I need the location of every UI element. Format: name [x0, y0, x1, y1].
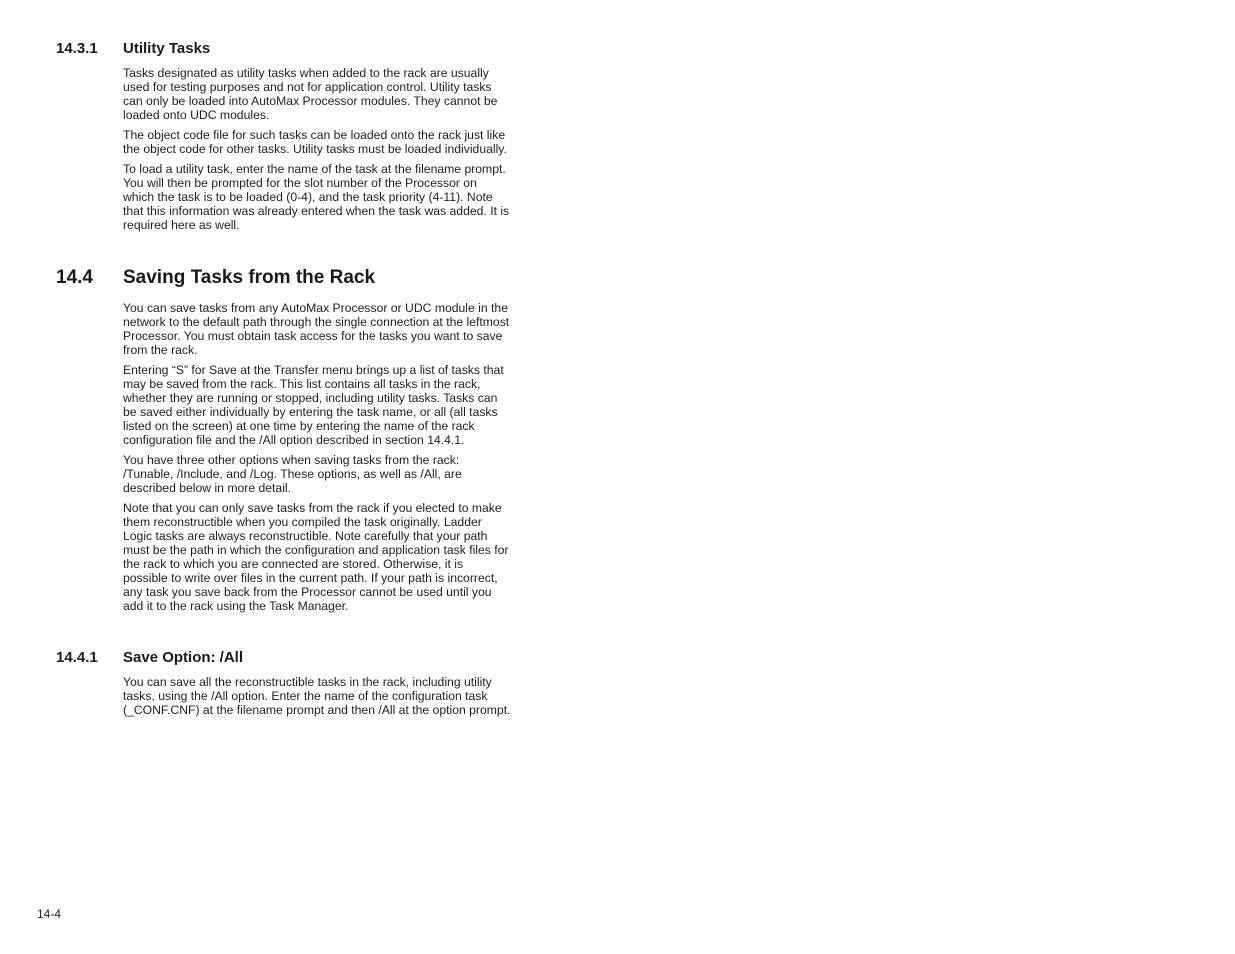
- section-number: 14.4: [56, 267, 93, 288]
- paragraph: To load a utility task, enter the name of the task at the filename prompt. You will then be prompted for the slot number of the Processor on which the task is to be loaded (0-4), and the task priority (4-11). Note that this information was already entered when the task was added. It is required here as well.: [123, 162, 510, 232]
- paragraph: Note that you can only save tasks from the rack if you elected to make them reconstructible when you compiled the task originally. Ladder Logic tasks are always reconstructible. Note carefully that your path must be the path in which the configuration and application task files for the rack to which you are connected are stored. Otherwise, it is possible to write over files in the current path. If your path is incorrect, any task you save back from the Processor cannot be used until you add it to the rack using the Task Manager.: [123, 501, 509, 613]
- section-body-saving-tasks: [123, 301, 511, 619]
- paragraph: Tasks designated as utility tasks when added to the rack are usually used for testing purposes and not for application control. Utility tasks can only be loaded into AutoMax Processor modules. They cannot be loaded onto UDC modules.: [123, 66, 498, 122]
- section-title: Utility Tasks: [123, 40, 211, 57]
- paragraph: You can save all the reconstructible tasks in the rack, including utility tasks, using the /All option. Enter the name of the configuration task (_CONF.CNF) at the filename prompt and then /All at the option prompt.: [123, 675, 511, 717]
- section-number: 14.4.1: [56, 649, 98, 666]
- section-body-save-option-all: [123, 675, 511, 723]
- page-number: 14-4: [37, 907, 62, 921]
- paragraph: The object code file for such tasks can be loaded onto the rack just like the object code for other tasks. Utility tasks must be loaded individually.: [123, 128, 507, 156]
- section-body-utility-tasks: [123, 66, 511, 238]
- section-title: Saving Tasks from the Rack: [123, 267, 376, 288]
- paragraph: Entering “S” for Save at the Transfer menu brings up a list of tasks that may be saved from the rack. This list contains all tasks in the rack, whether they are running or stopped, including utility tasks. Tasks can be saved either individually by entering the task name, or all (all tasks listed on the screen) at one time by entering the name of the rack configuration file and the /All option described in section 14.4.1.: [123, 363, 504, 447]
- paragraph: You have three other options when saving tasks from the rack: /Tunable, /Include, and /Log. These options, as well as /All, are described below in more detail.: [123, 453, 462, 495]
- section-title: Save Option: /All: [123, 649, 244, 666]
- section-number: 14.3.1: [56, 40, 98, 57]
- paragraph: You can save tasks from any AutoMax Processor or UDC module in the network to the default path through the single connection at the leftmost Processor. You must obtain task access for the tasks you want to save from the rack.: [123, 301, 510, 357]
